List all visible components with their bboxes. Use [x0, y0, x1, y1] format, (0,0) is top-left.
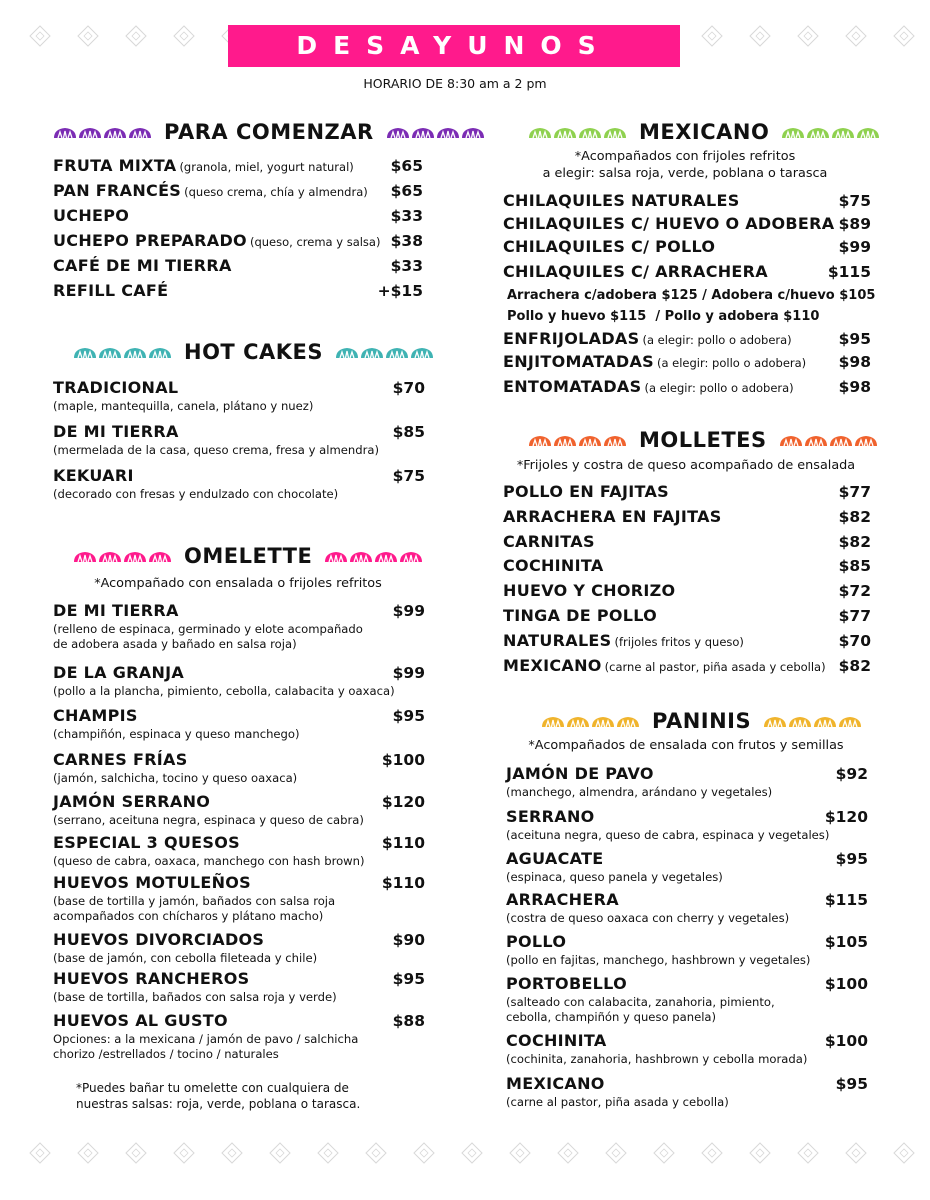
- section-omelette: [73, 544, 423, 568]
- menu-item-price: $100: [824, 1032, 868, 1050]
- menu-item-row: [503, 352, 871, 371]
- menu-item-name: [53, 792, 210, 811]
- menu-item: [503, 556, 871, 575]
- menu-item: [53, 181, 423, 200]
- menu-item-title: CHILAQUILES C/ POLLO: [503, 237, 716, 256]
- menu-item-name: [503, 237, 715, 256]
- section-title: PARA COMENZAR: [164, 120, 374, 144]
- menu-item-price: $90: [392, 931, 425, 949]
- menu-item-price: $98: [838, 353, 871, 371]
- menu-item-row: [53, 833, 425, 852]
- menu-item-desc: (relleno de espinaca, germinado y elote acompañado de adobera asada y bañado en salsa roja): [53, 622, 363, 651]
- menu-item-desc: (serrano, aceituna negra, espinaca y queso de cabra): [53, 813, 364, 827]
- menu-item-inline-desc: (frijoles fritos y queso): [614, 635, 744, 649]
- mexicano-note: *Acompañados con frijoles refritos a elegir: salsa roja, verde, poblana o tarasca: [542, 149, 828, 181]
- menu-item-row: [506, 849, 868, 868]
- menu-item-price: $75: [838, 192, 871, 210]
- menu-item: [503, 191, 871, 210]
- menu-item-title: ENJITOMATADAS: [503, 352, 654, 371]
- menu-item-desc: (pollo en fajitas, manchego, hashbrown y vegetales): [506, 953, 811, 967]
- menu-item-title: HUEVOS AL GUSTO: [53, 1011, 228, 1030]
- menu-item-price: $100: [824, 975, 868, 993]
- menu-item-title: MEXICANO: [506, 1074, 605, 1093]
- menu-item-price: $75: [392, 467, 425, 485]
- menu-item-price: $110: [381, 834, 425, 852]
- menu-item-row: [53, 601, 425, 620]
- menu-item-desc: (decorado con fresas y endulzado con chocolate): [53, 487, 339, 501]
- menu-item: [503, 352, 871, 371]
- menu-item-row: [503, 556, 871, 575]
- menu-item-price: $72: [838, 582, 871, 600]
- menu-item-desc: (champiñón, espinaca y queso manchego): [53, 727, 300, 741]
- menu-item-name: [53, 706, 138, 725]
- menu-item-row: [506, 764, 868, 783]
- menu-item-price: $65: [390, 182, 423, 200]
- ornament-icon: [528, 434, 627, 447]
- menu-item-title: ESPECIAL 3 QUESOS: [53, 833, 240, 852]
- menu-item-price: $70: [838, 632, 871, 650]
- menu-item-price: $98: [838, 378, 871, 396]
- menu-item-desc: (manchego, almendra, arándano y vegetales): [506, 785, 773, 799]
- menu-item-price: $82: [838, 657, 871, 675]
- menu-item-title: UCHEPO: [53, 206, 130, 225]
- paninis-note: *Acompañados de ensalada con frutos y semillas: [528, 738, 844, 753]
- section-title: HOT CAKES: [184, 340, 323, 364]
- menu-item-name: [53, 231, 380, 250]
- menu-item-name: [53, 663, 184, 682]
- menu-item-price: $99: [392, 664, 425, 682]
- menu-item: [53, 231, 423, 250]
- ornament-icon: [779, 434, 878, 447]
- menu-item-name: [503, 482, 669, 501]
- section-title: MOLLETES: [639, 428, 767, 452]
- page-title: DESAYUNOS: [228, 25, 680, 67]
- menu-item-desc: (maple, mantequilla, canela, plátano y nuez): [53, 399, 314, 413]
- menu-item-price: $82: [838, 533, 871, 551]
- ornament-icon: [386, 126, 485, 139]
- section-title: MEXICANO: [639, 120, 770, 144]
- menu-item-row: [53, 422, 425, 441]
- menu-item-row: [53, 663, 425, 682]
- menu-item-price: $95: [392, 970, 425, 988]
- ornament-icon: [73, 346, 172, 359]
- menu-item-desc: (jamón, salchicha, tocino y queso oaxaca): [53, 771, 298, 785]
- menu-item: [506, 764, 868, 800]
- menu-item: [503, 482, 871, 501]
- menu-item-inline-desc: (queso, crema y salsa): [249, 235, 381, 249]
- menu-item-name: [53, 833, 240, 852]
- menu-item-row: [503, 237, 871, 256]
- menu-item-row: [503, 532, 871, 551]
- menu-item-title: CARNITAS: [503, 532, 595, 551]
- menu-item-row: [53, 206, 423, 225]
- menu-item: [53, 969, 425, 1005]
- menu-item-title: COCHINITA: [503, 556, 604, 575]
- menu-item-row: [503, 581, 871, 600]
- menu-item-title: TINGA DE POLLO: [503, 606, 658, 625]
- menu-item-desc: (costra de queso oaxaca con cherry y vegetales): [506, 911, 790, 925]
- menu-item: [503, 581, 871, 600]
- menu-item-desc: (pollo a la plancha, pimiento, cebolla, calabacita y oaxaca): [53, 684, 395, 698]
- menu-item: [503, 262, 871, 281]
- menu-item-price: $85: [392, 423, 425, 441]
- menu-item-price: $110: [381, 874, 425, 892]
- menu-item-name: [503, 556, 604, 575]
- ornament-icon: [53, 126, 152, 139]
- menu-item-title: CARNES FRÍAS: [53, 750, 188, 769]
- menu-item-row: [53, 750, 425, 769]
- menu-item-row: [503, 656, 871, 675]
- menu-item-desc: (base de tortilla y jamón, bañados con salsa roja acompañados con chícharos y plátano macho): [53, 894, 336, 923]
- ornament-icon: [73, 550, 172, 563]
- menu-item-desc: Opciones: a la mexicana / jamón de pavo / salchicha chorizo /estrellados / tocino / naturales: [53, 1032, 359, 1061]
- menu-item-price: $92: [835, 765, 868, 783]
- ornament-icon: [528, 126, 627, 139]
- menu-item: [53, 466, 425, 502]
- menu-item-row: [53, 873, 425, 892]
- menu-item-name: [53, 930, 264, 949]
- menu-item-price: $99: [392, 602, 425, 620]
- menu-item-title: JAMÓN SERRANO: [53, 792, 211, 811]
- menu-item-desc: (base de jamón, con cebolla fileteada y chile): [53, 951, 318, 965]
- section-molletes: [528, 428, 878, 452]
- menu-item-row: [506, 932, 868, 951]
- menu-item-title: HUEVO Y CHORIZO: [503, 581, 676, 600]
- menu-item-title: ARRACHERA: [506, 890, 619, 909]
- menu-item-title: CHILAQUILES NATURALES: [503, 191, 740, 210]
- menu-item: [503, 329, 871, 348]
- menu-item-name: [503, 352, 806, 371]
- menu-item-name: [506, 807, 595, 826]
- menu-item-row: [53, 930, 425, 949]
- menu-item-title: DE MI TIERRA: [53, 422, 179, 441]
- menu-item-desc: (salteado con calabacita, zanahoria, pimiento, cebolla, champiñón y queso panela): [506, 995, 775, 1024]
- menu-item-inline-desc: (granola, miel, yogurt natural): [179, 160, 354, 174]
- molletes-note: *Frijoles y costra de queso acompañado de ensalada: [516, 458, 856, 473]
- menu-item-price: $100: [381, 751, 425, 769]
- menu-item-price: $82: [838, 508, 871, 526]
- menu-item: [53, 281, 423, 300]
- menu-item-name: [53, 873, 251, 892]
- ornament-icon: [541, 715, 640, 728]
- menu-item-price: $95: [392, 707, 425, 725]
- menu-item: [53, 206, 423, 225]
- menu-item: [506, 807, 868, 843]
- menu-item-name: [503, 191, 740, 210]
- menu-item-price: $89: [838, 215, 871, 233]
- menu-item-name: [503, 214, 834, 233]
- menu-item: [506, 849, 868, 885]
- menu-item-name: [53, 206, 129, 225]
- menu-item: [53, 378, 425, 414]
- menu-item: [53, 930, 425, 966]
- menu-item-price: $120: [824, 808, 868, 826]
- menu-item-name: [53, 378, 178, 397]
- menu-item-name: [53, 1011, 228, 1030]
- menu-item-price: $65: [390, 157, 423, 175]
- menu-item-name: [503, 631, 744, 650]
- menu-item-title: ENTOMATADAS: [503, 377, 642, 396]
- schedule-text: HORARIO DE 8:30 am a 2 pm: [363, 76, 547, 91]
- menu-item-title: CHAMPIS: [53, 706, 138, 725]
- menu-item: [506, 890, 868, 926]
- menu-item-row: [53, 378, 425, 397]
- menu-item-row: [506, 974, 868, 993]
- menu-item: [53, 706, 425, 742]
- menu-item: [506, 932, 868, 968]
- menu-item-row: [506, 807, 868, 826]
- menu-item-title: REFILL CAFÉ: [53, 281, 169, 300]
- menu-item-row: [503, 191, 871, 210]
- omelette-note: *Acompañado con ensalada o frijoles refritos: [94, 576, 382, 591]
- menu-item-name: [503, 656, 826, 675]
- menu-item-name: [53, 281, 168, 300]
- menu-item-row: [503, 329, 871, 348]
- menu-item-row: [53, 706, 425, 725]
- menu-item-name: [503, 581, 675, 600]
- menu-item-price: $105: [824, 933, 868, 951]
- menu-item-name: [53, 256, 232, 275]
- menu-item: [503, 507, 871, 526]
- menu-item: [506, 974, 868, 1025]
- menu-item-name: [506, 974, 627, 993]
- menu-item-title: CAFÉ DE MI TIERRA: [53, 256, 232, 275]
- ornament-icon: [335, 346, 434, 359]
- menu-item-title: ENFRIJOLADAS: [503, 329, 640, 348]
- menu-item-name: [506, 932, 566, 951]
- menu-item: [53, 422, 425, 458]
- menu-item-title: DE LA GRANJA: [53, 663, 185, 682]
- menu-item-row: [506, 1074, 868, 1093]
- menu-item: [53, 833, 425, 869]
- menu-item-title: PORTOBELLO: [506, 974, 627, 993]
- menu-item-price: $95: [838, 330, 871, 348]
- menu-item-title: COCHINITA: [506, 1031, 607, 1050]
- menu-item-title: CHILAQUILES C/ HUEVO O ADOBERA: [503, 214, 835, 233]
- omelette-footnote: *Puedes bañar tu omelette con cualquiera de nuestras salsas: roja, verde, poblana o tarasca.: [76, 1081, 361, 1111]
- menu-item-price: +$15: [377, 282, 423, 300]
- bottom-pattern: [0, 1135, 930, 1195]
- menu-item-price: $38: [390, 232, 423, 250]
- menu-item-title: JAMÓN DE PAVO: [506, 764, 654, 783]
- menu-item-desc: (mermelada de la casa, queso crema, fresa y almendra): [53, 443, 380, 457]
- menu-item-title: UCHEPO PREPARADO: [53, 231, 247, 250]
- menu-item-title: DE MI TIERRA: [53, 601, 179, 620]
- menu-item-title: ARRACHERA EN FAJITAS: [503, 507, 722, 526]
- menu-item-row: [53, 792, 425, 811]
- menu-item-row: [503, 214, 871, 233]
- menu-item: [506, 1031, 868, 1067]
- menu-item-row: [53, 969, 425, 988]
- menu-item-row: [503, 606, 871, 625]
- menu-item-name: [506, 1074, 605, 1093]
- menu-item-price: $33: [390, 257, 423, 275]
- menu-item-price: $88: [392, 1012, 425, 1030]
- menu-item-name: [503, 262, 768, 281]
- section-mexicano: [528, 120, 880, 144]
- menu-item-name: [53, 750, 188, 769]
- menu-item-row: [503, 482, 871, 501]
- menu-item-name: [506, 764, 654, 783]
- menu-item-price: $99: [838, 238, 871, 256]
- menu-item-name: [503, 507, 722, 526]
- menu-item-title: HUEVOS DIVORCIADOS: [53, 930, 265, 949]
- menu-item-row: [506, 890, 868, 909]
- menu-item: [503, 631, 871, 650]
- menu-item-price: $77: [838, 607, 871, 625]
- menu-item-price: $115: [824, 891, 868, 909]
- ornament-icon: [324, 550, 423, 563]
- menu-item-title: PAN FRANCÉS: [53, 181, 182, 200]
- section-paninis: [541, 709, 862, 733]
- ornament-icon: [781, 126, 880, 139]
- menu-item-price: $85: [838, 557, 871, 575]
- menu-item-desc: (cochinita, zanahoria, hashbrown y cebolla morada): [506, 1052, 808, 1066]
- menu-item-name: [503, 606, 657, 625]
- menu-item: [53, 873, 425, 924]
- menu-item-name: [53, 601, 179, 620]
- menu-item-row: [53, 466, 425, 485]
- menu-item: [506, 1074, 868, 1110]
- menu-item-name: [506, 1031, 607, 1050]
- menu-item-row: [503, 507, 871, 526]
- menu-item-title: HUEVOS RANCHEROS: [53, 969, 250, 988]
- menu-item-inline-desc: (a elegir: pollo o adobera): [642, 333, 792, 347]
- chilaquiles-extras-1: Arrachera c/adobera $125 / Adobera c/huevo $105: [507, 288, 876, 303]
- chilaquiles-extras-2: Pollo y huevo $115 / Pollo y adobera $110: [507, 309, 820, 324]
- menu-item: [53, 256, 423, 275]
- menu-item-title: MEXICANO: [503, 656, 602, 675]
- menu-item-name: [503, 532, 595, 551]
- menu-item-name: [53, 466, 134, 485]
- menu-item-name: [53, 156, 354, 175]
- menu-item: [503, 214, 871, 233]
- menu-item-row: [53, 1011, 425, 1030]
- menu-item-title: CHILAQUILES C/ ARRACHERA: [503, 262, 768, 281]
- menu-item-row: [503, 631, 871, 650]
- menu-item-title: TRADICIONAL: [53, 378, 179, 397]
- menu-item-row: [53, 181, 423, 200]
- menu-item-title: AGUACATE: [506, 849, 604, 868]
- menu-item-desc: (queso de cabra, oaxaca, manchego con hash brown): [53, 854, 365, 868]
- menu-item-title: POLLO EN FAJITAS: [503, 482, 669, 501]
- menu-item: [503, 237, 871, 256]
- menu-item-inline-desc: (a elegir: pollo o adobera): [644, 381, 794, 395]
- menu-item-name: [506, 890, 619, 909]
- menu-item-desc: (aceituna negra, queso de cabra, espinaca y vegetales): [506, 828, 830, 842]
- menu-item-desc: (carne al pastor, piña asada y cebolla): [506, 1095, 729, 1109]
- menu-item-name: [53, 422, 179, 441]
- menu-item-row: [53, 281, 423, 300]
- section-title: OMELETTE: [184, 544, 313, 568]
- menu-item-name: [503, 329, 792, 348]
- section-hot-cakes: [73, 340, 434, 364]
- section-title: PANINIS: [652, 709, 752, 733]
- menu-item-inline-desc: (a elegir: pollo o adobera): [656, 356, 807, 370]
- menu-item-desc: (base de tortilla, bañados con salsa roja y verde): [53, 990, 337, 1004]
- menu-item-title: KEKUARI: [53, 466, 134, 485]
- menu-item-price: $95: [835, 850, 868, 868]
- ornament-icon: [763, 715, 862, 728]
- menu-item-row: [503, 377, 871, 396]
- menu-item: [503, 656, 871, 675]
- menu-item-row: [503, 262, 871, 281]
- menu-item-inline-desc: (carne al pastor, piña asada y cebolla): [604, 660, 826, 674]
- menu-item-price: $115: [827, 263, 871, 281]
- menu-item-price: $95: [835, 1075, 868, 1093]
- menu-item: [53, 601, 425, 652]
- menu-item-price: $120: [381, 793, 425, 811]
- menu-item-row: [53, 156, 423, 175]
- menu-item-title: NATURALES: [503, 631, 612, 650]
- menu-item-price: $77: [838, 483, 871, 501]
- menu-item: [503, 606, 871, 625]
- menu-item-title: POLLO: [506, 932, 567, 951]
- section-para-comenzar: [53, 120, 485, 144]
- menu-item: [53, 792, 425, 828]
- menu-item: [503, 377, 871, 396]
- menu-item-name: [503, 377, 794, 396]
- menu-item-price: $70: [392, 379, 425, 397]
- menu-item: [53, 156, 423, 175]
- menu-item-title: HUEVOS MOTULEÑOS: [53, 873, 251, 892]
- menu-item-name: [506, 849, 604, 868]
- menu-item-row: [53, 231, 423, 250]
- menu-item: [53, 663, 425, 699]
- menu-item-price: $33: [390, 207, 423, 225]
- menu-item-name: [53, 969, 250, 988]
- menu-item-inline-desc: (queso crema, chía y almendra): [184, 185, 368, 199]
- menu-item-row: [53, 256, 423, 275]
- menu-item-desc: (espinaca, queso panela y vegetales): [506, 870, 723, 884]
- menu-item-row: [506, 1031, 868, 1050]
- menu-item-name: [53, 181, 368, 200]
- menu-item: [53, 1011, 425, 1062]
- menu-item: [503, 532, 871, 551]
- menu-item: [53, 750, 425, 786]
- menu-item-title: FRUTA MIXTA: [53, 156, 177, 175]
- menu-item-title: SERRANO: [506, 807, 595, 826]
